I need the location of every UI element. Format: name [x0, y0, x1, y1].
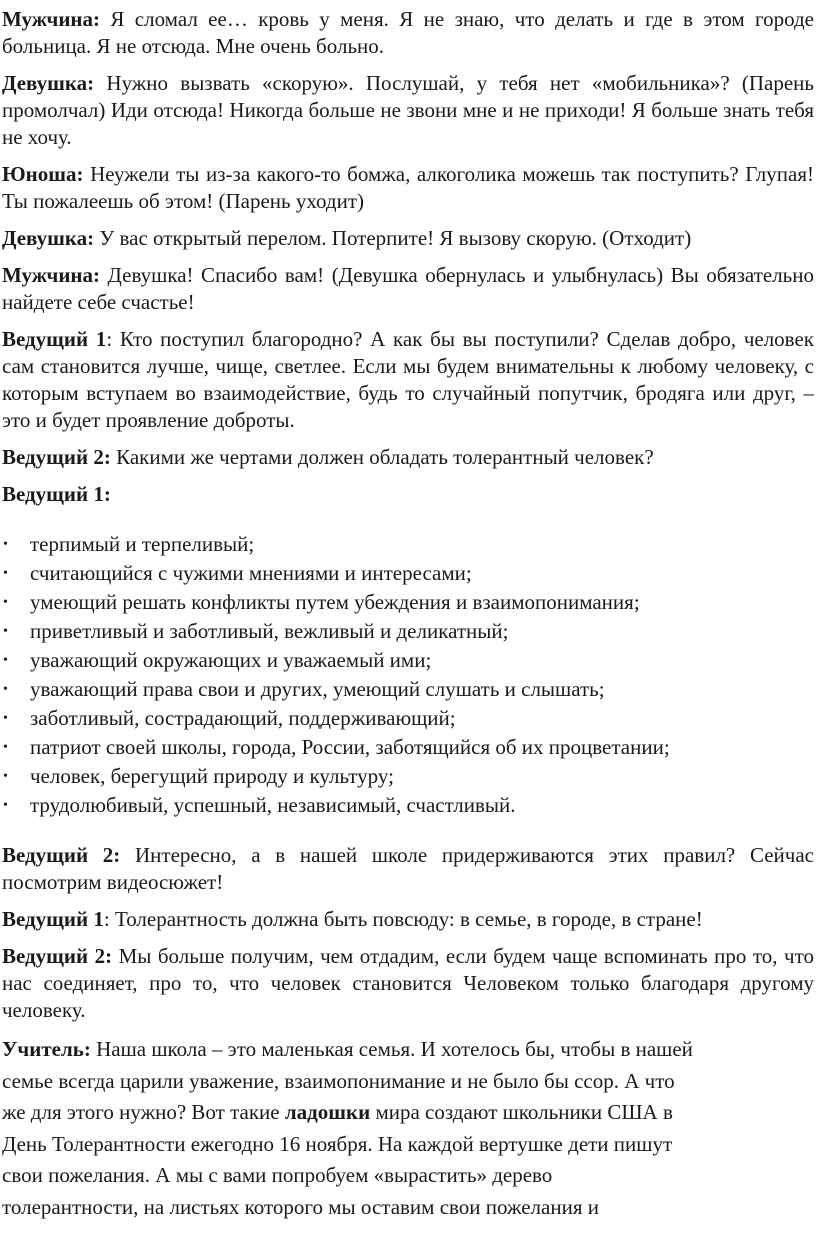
list-item-text: заботливый, сострадающий, поддерживающий;: [30, 706, 456, 730]
speech-text: же для этого нужно? Вот такие: [2, 1100, 285, 1125]
speaker-label: Девушка:: [2, 226, 95, 250]
speech-text: Наша школа – это маленькая семья. И хотелось бы, чтобы в нашей: [90, 1037, 693, 1061]
speech-text: Я сломал ее… кровь у меня. Я не знаю, что делать и где в этом городе больница. Я не отсюда. Мне очень больно.: [2, 7, 814, 58]
speaker-label: Мужчина:: [2, 263, 101, 287]
dialogue-paragraph: [2, 943, 814, 1024]
speaker-label: Девушка:: [2, 71, 95, 95]
list-item: [0, 762, 814, 791]
speaker-label: Ведущий 2:: [2, 944, 113, 968]
speech-text: : Кто поступил благородно? А как бы вы поступили? Сделав добро, человек сам становится лучше, чище, светлее. Если мы будем внимательны к любому человеку, с которым вступаем во взаимодействие, будь то случайный попутчик, бродяга или друг, – это и будет проявление доброты.: [2, 327, 814, 432]
list-item: [0, 791, 814, 820]
teacher-paragraph: [2, 1034, 814, 1224]
list-item: [0, 675, 814, 704]
speaker-label: Ведущий 2:: [2, 843, 121, 867]
text-line: День Толерантности ежегодно 16 ноября. На каждой вертушке дети пишут: [2, 1131, 673, 1156]
dialogue-paragraph: [2, 262, 814, 316]
list-item-text: человек, берегущий природу и культуру;: [30, 764, 394, 788]
bullet-icon: •: [3, 798, 8, 813]
speech-text: Нужно вызвать «скорую». Послушай, у тебя нет «мобильника»? (Парень промолчал) Иди отсюда! Никогда больше не звони мне и не приходи! Я больше знать тебя не хочу.: [2, 71, 814, 149]
bullet-icon: •: [3, 537, 8, 552]
list-item: [0, 559, 814, 588]
emphasis-word: ладошки: [284, 1100, 371, 1125]
dialogue-paragraph: [2, 326, 814, 434]
list-item-text: уважающий права свои и других, умеющий слушать и слышать;: [30, 677, 605, 701]
dialogue-paragraph: [2, 225, 814, 252]
speaker-label: Юноша:: [2, 162, 84, 186]
speaker-label: Мужчина:: [2, 7, 101, 31]
list-item: [0, 733, 814, 762]
speech-text: Мы больше получим, чем отдадим, если будем чаще вспоминать про то, что нас соединяет, про то, что человек становится Человеком только благодаря другому человеку.: [2, 944, 814, 1022]
list-item-text: терпимый и терпеливый;: [30, 532, 255, 556]
dialogue-paragraph: [2, 6, 814, 60]
speech-text: Девушка! Спасибо вам! (Девушка обернулась и улыбнулась) Вы обязательно найдете себе счастье!: [2, 263, 814, 314]
traits-list: [0, 530, 814, 820]
speaker-label: Ведущий 1: [2, 907, 104, 931]
bullet-icon: •: [3, 653, 8, 668]
speech-text: У вас открытый перелом. Потерпите! Я вызову скорую. (Отходит): [94, 226, 692, 250]
list-item-text: считающийся с чужими мнениями и интересами;: [30, 561, 472, 585]
bullet-icon: •: [3, 624, 8, 639]
bullet-icon: •: [3, 566, 8, 581]
bullet-icon: •: [3, 682, 8, 697]
speech-text: Какими же чертами должен обладать толерантный человек?: [110, 445, 654, 469]
list-heading: [2, 481, 814, 508]
speech-text: Интересно, а в нашей школе придерживаются этих правил? Сейчас посмотрим видеосюжет!: [2, 843, 814, 894]
dialogue-paragraph: [2, 906, 814, 933]
dialogue-paragraph: [2, 842, 814, 896]
list-item-text: уважающий окружающих и уважаемый ими;: [30, 648, 432, 672]
text-line: свои пожелания. А мы с вами попробуем «вырастить» дерево: [2, 1163, 553, 1188]
bullet-icon: •: [3, 740, 8, 755]
dialogue-paragraph: [2, 444, 814, 471]
speech-text: Неужели ты из-за какого-то бомжа, алкоголика можешь так поступить? Глупая! Ты пожалеешь об этом! (Парень уходит): [2, 162, 814, 213]
list-item-text: трудолюбивый, успешный, независимый, счастливый.: [30, 793, 516, 817]
list-item: [0, 704, 814, 733]
bullet-icon: •: [3, 769, 8, 784]
bullet-icon: •: [3, 711, 8, 726]
list-item-text: патриот своей школы, города, России, заботящийся об их процветании;: [30, 735, 670, 759]
dialogue-paragraph: [2, 70, 814, 151]
bullet-icon: •: [3, 595, 8, 610]
speaker-label: Ведущий 1: [2, 327, 107, 351]
speech-text: мира создают школьники США в: [370, 1100, 673, 1125]
list-item: [0, 617, 814, 646]
speaker-label: Ведущий 2:: [2, 445, 111, 469]
list-item: [0, 588, 814, 617]
speaker-label: Ведущий 1:: [2, 482, 111, 506]
text-line: толерантности, на листьях которого мы оставим свои пожелания и: [2, 1194, 599, 1219]
speaker-label: Учитель:: [2, 1037, 91, 1061]
text-line: семье всегда царили уважение, взаимопонимание и не было бы ссор. А что: [2, 1068, 675, 1093]
list-item: [0, 530, 814, 559]
list-item: [0, 646, 814, 675]
dialogue-paragraph: [2, 161, 814, 215]
list-item-text: приветливый и заботливый, вежливый и деликатный;: [30, 619, 509, 643]
text-line: [2, 1097, 814, 1129]
text-line: [2, 1034, 814, 1066]
speech-text: : Толерантность должна быть повсюду: в семье, в городе, в стране!: [103, 907, 703, 931]
list-item-text: умеющий решать конфликты путем убеждения и взаимопонимания;: [30, 590, 640, 614]
